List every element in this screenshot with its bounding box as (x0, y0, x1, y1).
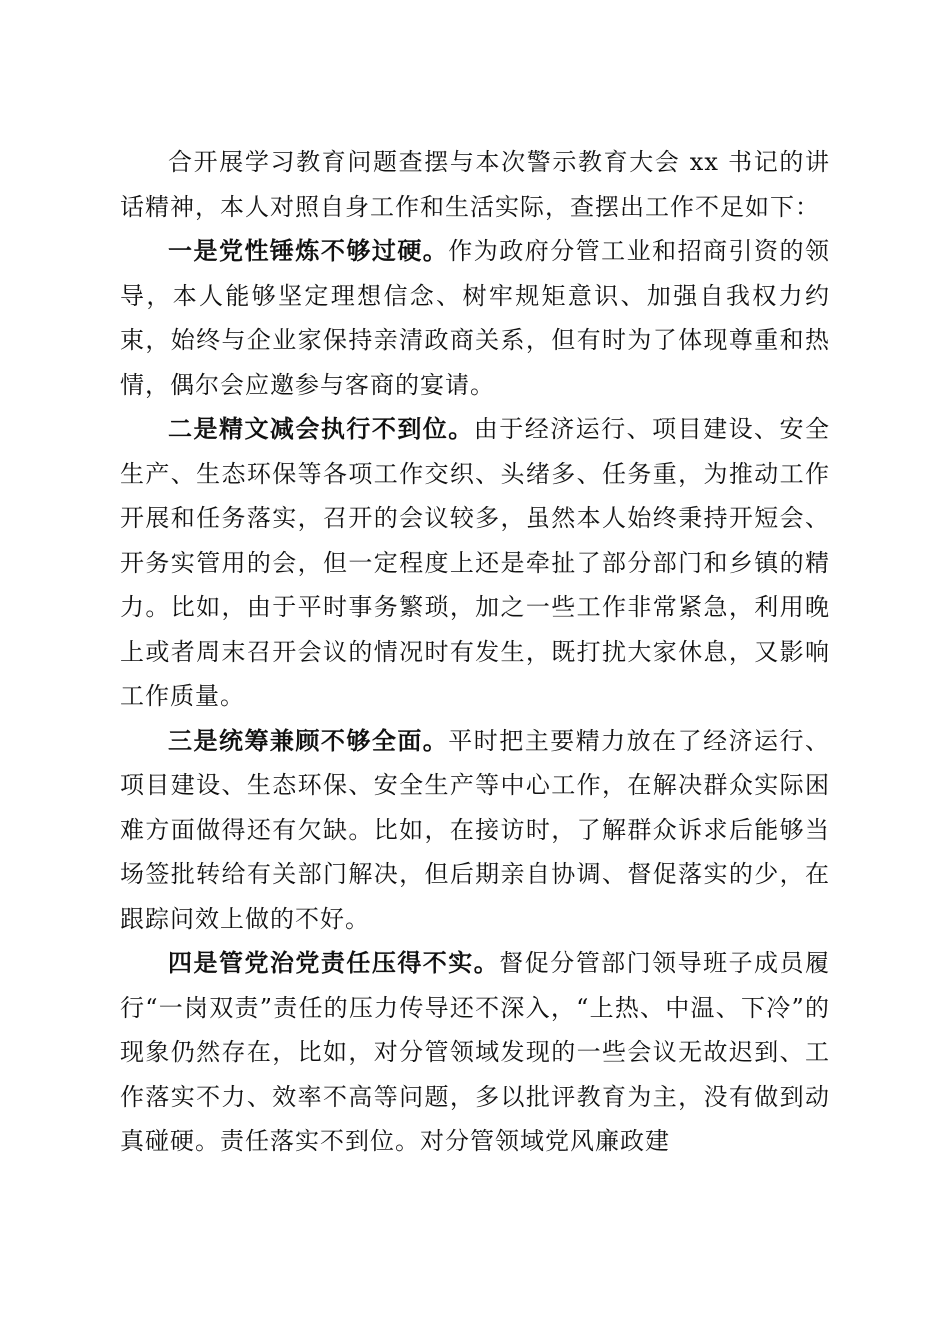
paragraph-lead: 一是党性锤炼不够过硬。 (168, 236, 449, 265)
paragraph-point-4 (120, 941, 830, 1164)
paragraph-lead: 三是统筹兼顾不够全面。 (168, 725, 449, 755)
paragraph-text: 由于经济运行、项目建设、安全生产、生态环保等各项工作交织、头绪多、任务重，为推动工作开展和任务落实，召开的会议较多，虽然本人始终秉持开短会、开务实管用的会，但一定程度上还是牵扯了部分部门和乡镇的精力。比如，由于平时事务繁琐，加之一些工作非常紧急，利用晚上或者周末召开会议的情况时有发生，既打扰大家休息，又影响工作质量。 (120, 415, 831, 710)
paragraph-lead: 四是管党治党责任压得不实。 (168, 948, 500, 977)
paragraph-point-3 (120, 719, 830, 942)
paragraph-text: 合开展学习教育问题查摆与本次警示教育大会 xx 书记的讲话精神，本人对照自身工作和生活实际，查摆出工作不足如下： (120, 148, 830, 221)
paragraph-text: 平时把主要精力放在了经济运行、项目建设、生态环保、安全生产等中心工作，在解决群众实际困难方面做得还有欠缺。比如，在接访时，了解群众诉求后能够当场签批转给有关部门解决，但后期亲自协调、督促落实的少，在跟踪问效上做的不好。 (120, 726, 831, 933)
paragraph-lead: 二是精文减会执行不到位。 (168, 414, 474, 443)
paragraph-intro (120, 140, 830, 229)
document-body (120, 140, 830, 1164)
paragraph-point-2 (120, 407, 830, 719)
paragraph-point-1 (120, 229, 830, 407)
paragraph-text: 作为政府分管工业和招商引资的领导，本人能够坚定理想信念、树牢规矩意识、加强自我权力约束，始终与企业家保持亲清政商关系，但有时为了体现尊重和热情，偶尔会应邀参与客商的宴请。 (120, 237, 831, 399)
paragraph-text: 督促分管部门领导班子成员履行“一岗双责”责任的压力传导还不深入，“上热、中温、下冷”的现象仍然存在，比如，对分管领域发现的一些会议无故迟到、工作落实不力、效率不高等问题，多以批评教育为主，没有做到动真碰硬。责任落实不到位。对分管领域党风廉政建 (120, 949, 831, 1155)
